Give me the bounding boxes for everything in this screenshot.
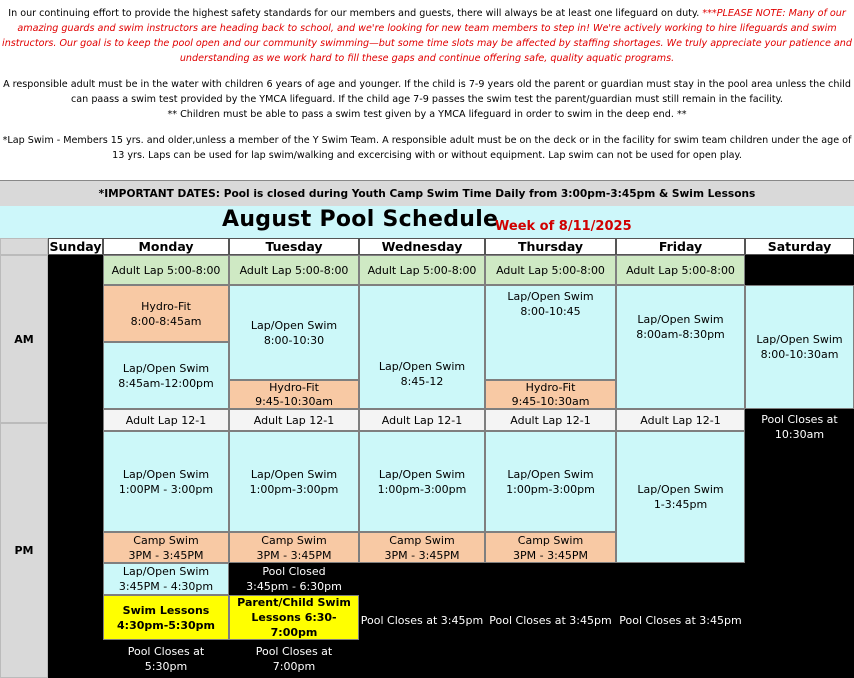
day-header-wednesday: Wednesday: [359, 238, 485, 255]
mon-lap-open-am: Lap/Open Swim 8:45am-12:00pm: [103, 342, 229, 409]
thu-camp-swim: Camp Swim 3PM - 3:45PM: [485, 532, 616, 563]
thu-adult-lap-am: Adult Lap 5:00-8:00: [485, 255, 616, 285]
tue-parent-child-lessons: Parent/Child Swim Lessons 6:30-7:00pm: [229, 595, 359, 640]
staffing-note: ***PLEASE NOTE: Many of our amazing guards and swim instructors are heading back to school, and we're looking for new team members to step in! We're actively working to hire lifeguards and swim instructors. Our goal is to keep the pool open and our community swimming—but some time slots may be affected by staffing shortages. We truly appreciate your patience and understanding as we work hard to fill these gaps and continue offering safe, quality aquatic programs.: [2, 8, 852, 64]
wed-lap-open-pm: Lap/Open Swim 1:00pm-3:00pm: [359, 431, 485, 532]
wed-camp-swim: Camp Swim 3PM - 3:45PM: [359, 532, 485, 563]
intro-notes: [0, 6, 854, 163]
day-header-thursday: Thursday: [485, 238, 616, 255]
thu-lap-open-am: Lap/Open Swim 8:00-10:45: [485, 285, 616, 380]
wed-adult-lap-noon: Adult Lap 12-1: [359, 409, 485, 431]
tue-adult-lap-am: Adult Lap 5:00-8:00: [229, 255, 359, 285]
period-am: AM: [0, 255, 48, 423]
fri-lap-open-pm: Lap/Open Swim 1-3:45pm: [616, 431, 745, 563]
tue-lap-open-pm: Lap/Open Swim 1:00pm-3:00pm: [229, 431, 359, 532]
fri-pool-closes: Pool Closes at 3:45pm: [616, 563, 745, 678]
thu-lap-open-pm: Lap/Open Swim 1:00pm-3:00pm: [485, 431, 616, 532]
sat-closed-early: [745, 255, 854, 285]
sat-lap-open-am: Lap/Open Swim 8:00-10:30am: [745, 285, 854, 409]
wed-adult-lap-am: Adult Lap 5:00-8:00: [359, 255, 485, 285]
fri-adult-lap-am: Adult Lap 5:00-8:00: [616, 255, 745, 285]
mon-hydrofit: Hydro-Fit 8:00-8:45am: [103, 285, 229, 342]
page-title: August Pool Schedule: [222, 207, 499, 232]
tue-lap-open-am: Lap/Open Swim 8:00-10:30: [229, 285, 359, 380]
tue-camp-swim: Camp Swim 3PM - 3:45PM: [229, 532, 359, 563]
fri-lap-open-am: Lap/Open Swim 8:00am-8:30pm: [616, 285, 745, 409]
thu-adult-lap-noon: Adult Lap 12-1: [485, 409, 616, 431]
important-dates-banner: *IMPORTANT DATES: Pool is closed during Youth Camp Swim Time Daily from 3:00pm-3:45pm & Swim Lessons: [0, 180, 854, 207]
mon-adult-lap-am: Adult Lap 5:00-8:00: [103, 255, 229, 285]
tue-pool-closed: Pool Closed 3:45pm - 6:30pm: [229, 563, 359, 595]
day-header-sunday: Sunday: [49, 239, 102, 254]
deep-end-note: ** Children must be able to pass a swim test given by a YMCA lifeguard in order to swim in the deep end. **: [167, 109, 687, 120]
wed-pool-closes: Pool Closes at 3:45pm: [359, 563, 485, 678]
mon-lap-open-late: Lap/Open Swim 3:45PM - 4:30pm: [103, 563, 229, 595]
tue-hydrofit: Hydro-Fit 9:45-10:30am: [229, 380, 359, 409]
lap-swim-note: *Lap Swim - Members 15 yrs. and older,unless a member of the Y Swim Team. A responsible adult must be on the deck or in the facility for swim team children under the age of 13 yrs. Laps can be used for lap swim/walking and excercising with or without equipment. Lap swim can not be used for open play.: [2, 135, 852, 161]
child-supervision-note: A responsible adult must be in the water with children 6 years of age and younger. If the child is 7-9 years old the parent or guardian must stay in the pool area unless the child can paass a swim test provided by the YMCA lifeguard. If the child age 7-9 passes the swim test the parent/guardian must still remain in the facility.: [3, 79, 851, 105]
day-header-saturday: Saturday: [745, 238, 854, 255]
thu-hydrofit: Hydro-Fit 9:45-10:30am: [485, 380, 616, 409]
day-header-monday: Monday: [103, 238, 229, 255]
corner-cell: [0, 238, 48, 255]
tue-pool-closes: Pool Closes at 7:00pm: [229, 640, 359, 678]
mon-lap-open-pm: Lap/Open Swim 1:00PM - 3:00pm: [103, 431, 229, 532]
mon-pool-closes: Pool Closes at 5:30pm: [103, 640, 229, 678]
day-header-friday: Friday: [616, 238, 745, 255]
mon-camp-swim: Camp Swim 3PM - 3:45PM: [103, 532, 229, 563]
sunday-closed: [48, 255, 103, 678]
week-label: Week of 8/11/2025: [495, 219, 632, 234]
fri-adult-lap-noon: Adult Lap 12-1: [616, 409, 745, 431]
tue-adult-lap-noon: Adult Lap 12-1: [229, 409, 359, 431]
day-header-tuesday: Tuesday: [229, 238, 359, 255]
mon-adult-lap-noon: Adult Lap 12-1: [103, 409, 229, 431]
lifeguard-note: In our continuing effort to provide the highest safety standards for our members and guests, there will always be at least one lifeguard on duty. ***PLEASE NOTE: Many of our amazing guards and swim instructors are heading back to school, and we're looking for new team members to step in! We're actively working to hire lifeguards and swim instructors. Our goal is to keep the pool open and our community swimming—but some time slots may be affected by staffing shortages. We truly appreciate your patience and understanding as we work hard to fill these gaps and continue offering safe, quality aquatic programs.: [2, 8, 852, 64]
sat-pool-closes: Pool Closes at 10:30am: [745, 409, 854, 678]
thu-pool-closes: Pool Closes at 3:45pm: [485, 563, 616, 678]
mon-swim-lessons: Swim Lessons 4:30pm-5:30pm: [103, 595, 229, 640]
wed-lap-open-am: Lap/Open Swim 8:45-12: [359, 285, 485, 409]
period-pm: PM: [0, 423, 48, 678]
